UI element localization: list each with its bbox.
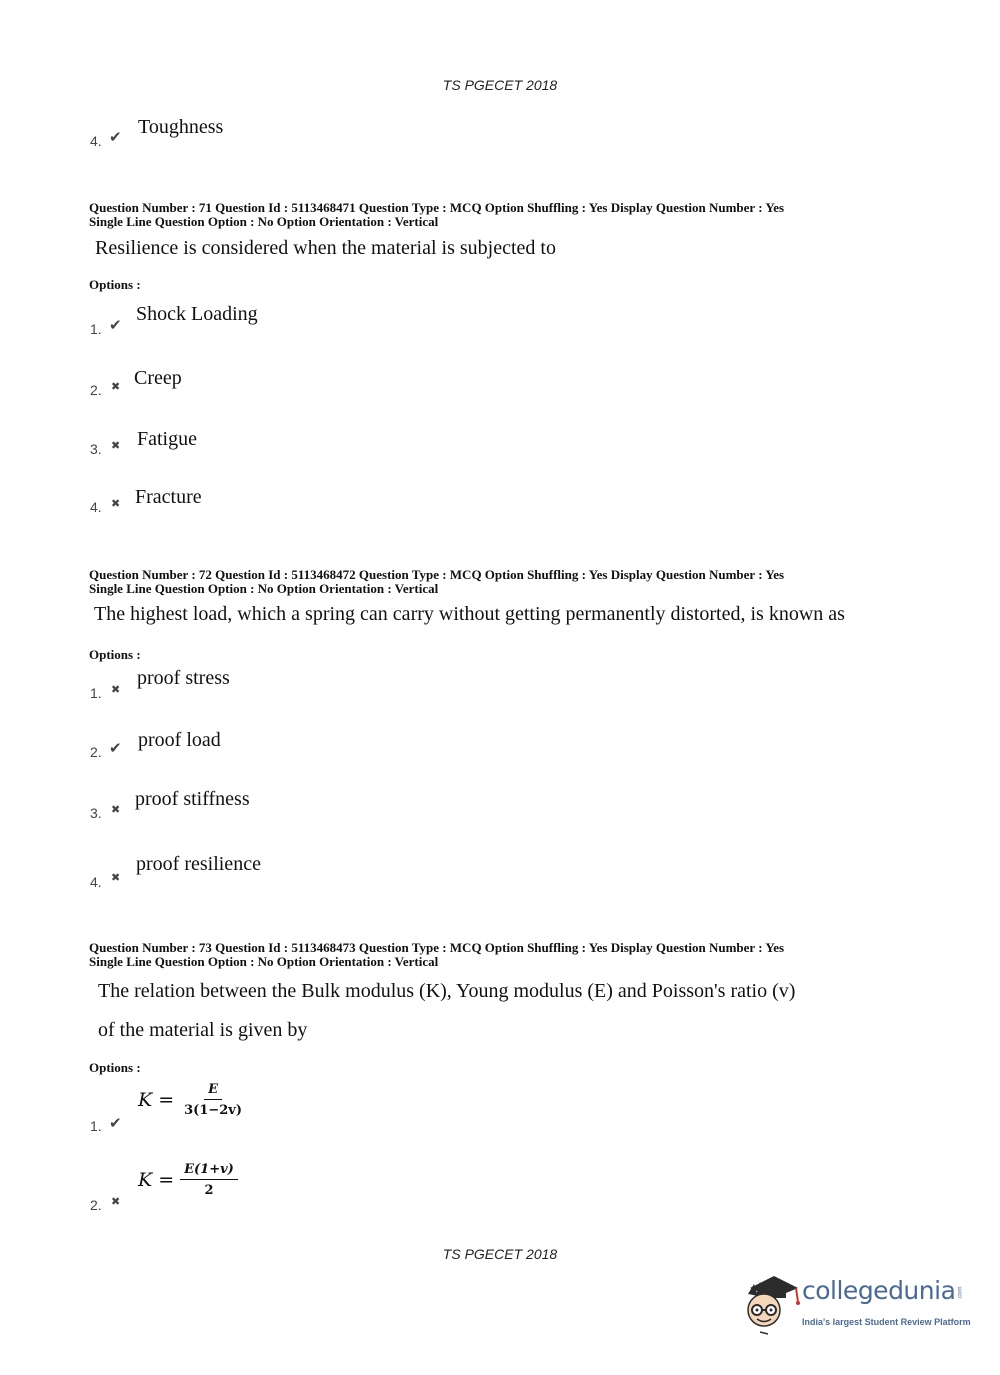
numerator: E(1+v)	[180, 1162, 238, 1180]
option-text: proof load	[138, 729, 221, 751]
option-number: 4.	[90, 133, 102, 149]
option-number: 2.	[90, 1197, 102, 1213]
question-meta-line2: Single Line Question Option : No Option Orientation : Vertical	[89, 214, 439, 229]
fraction	[180, 1082, 246, 1118]
page-header: TS PGECET 2018	[442, 77, 558, 93]
option-text: proof resilience	[136, 853, 261, 875]
options-label: Options :	[89, 1060, 141, 1075]
option-number: 1.	[90, 1118, 102, 1134]
check-mark-icon: ✔	[109, 1114, 122, 1132]
logo-suffix: .com	[957, 1286, 964, 1300]
option-text: Shock Loading	[136, 303, 258, 325]
option-number: 1.	[90, 685, 102, 701]
option-number: 2.	[90, 382, 102, 398]
option-text: Toughness	[138, 116, 224, 138]
formula-lhs: K	[138, 1169, 153, 1191]
formula-equals: =	[158, 1089, 175, 1111]
option-number: 1.	[90, 321, 102, 337]
formula-lhs: K	[138, 1089, 153, 1111]
collegedunia-logo	[740, 1268, 970, 1340]
question-meta-line1: Question Number : 73 Question Id : 5113468473 Question Type : MCQ Option Shuffling : Yes Display Question Number : Yes	[89, 940, 785, 955]
option-number: 3.	[90, 805, 102, 821]
option-text: Creep	[134, 367, 182, 389]
check-mark-icon: ✔	[109, 739, 122, 757]
cross-mark-icon: ✖	[111, 497, 121, 510]
question-text: Resilience is considered when the material is subjected to	[95, 237, 556, 259]
option-text: proof stress	[137, 667, 230, 689]
option-number: 4.	[90, 499, 102, 515]
numerator: E	[204, 1082, 222, 1100]
question-text: The highest load, which a spring can carry without getting permanently distorted, is known as	[94, 603, 845, 625]
question-meta-line2: Single Line Question Option : No Option Orientation : Vertical	[89, 581, 439, 596]
denominator: 2	[204, 1183, 214, 1198]
fraction	[180, 1162, 238, 1198]
formula-option-2	[138, 1162, 238, 1198]
question-meta-line1: Question Number : 71 Question Id : 5113468471 Question Type : MCQ Option Shuffling : Yes Display Question Number : Yes	[89, 200, 785, 215]
cross-mark-icon: ✖	[111, 803, 121, 816]
option-text: proof stiffness	[135, 788, 250, 810]
cross-mark-icon: ✖	[111, 683, 121, 696]
cross-mark-icon: ✖	[111, 439, 121, 452]
cross-mark-icon: ✖	[111, 871, 121, 884]
check-mark-icon: ✔	[109, 316, 122, 334]
question-meta-line2: Single Line Question Option : No Option Orientation : Vertical	[89, 954, 439, 969]
formula-option-1	[138, 1082, 246, 1118]
logo-tagline: India's largest Student Review Platform	[802, 1317, 971, 1327]
option-number: 4.	[90, 874, 102, 890]
formula-equals: =	[158, 1169, 175, 1191]
logo-wordmark: collegedunia	[802, 1276, 956, 1305]
page-footer: TS PGECET 2018	[442, 1246, 558, 1262]
options-label: Options :	[89, 647, 141, 662]
check-mark-icon: ✔	[109, 128, 122, 146]
option-text: Fatigue	[137, 428, 197, 450]
denominator: 3(1−2v)	[184, 1103, 243, 1118]
question-text-line1: The relation between the Bulk modulus (K), Young modulus (E) and Poisson's ratio (v)	[98, 980, 796, 1002]
option-number: 2.	[90, 744, 102, 760]
cross-mark-icon: ✖	[111, 1195, 121, 1208]
mascot-icon	[740, 1268, 802, 1340]
cross-mark-icon: ✖	[111, 380, 121, 393]
question-text-line2: of the material is given by	[98, 1019, 308, 1041]
option-text: Fracture	[135, 486, 202, 508]
options-label: Options :	[89, 277, 141, 292]
option-number: 3.	[90, 441, 102, 457]
question-meta-line1: Question Number : 72 Question Id : 5113468472 Question Type : MCQ Option Shuffling : Yes Display Question Number : Yes	[89, 567, 785, 582]
